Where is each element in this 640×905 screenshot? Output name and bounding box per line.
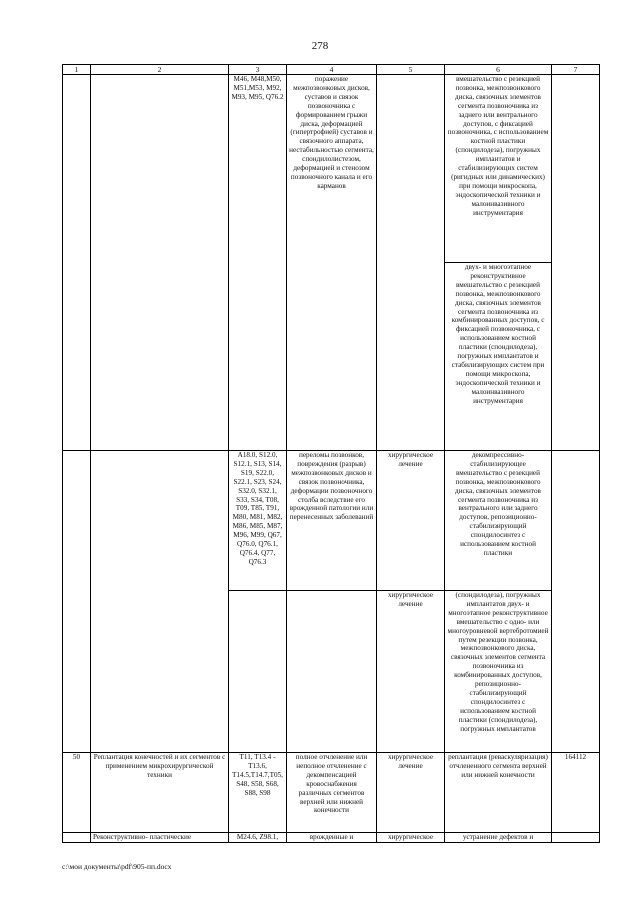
- num-cell: [63, 75, 91, 451]
- name-cell: [91, 451, 229, 753]
- icd-cell: [229, 591, 287, 753]
- header-cell: 1: [63, 65, 91, 75]
- page-number: 278: [311, 40, 329, 52]
- method-cell: устранение дефектов и: [445, 833, 552, 843]
- header-cell: 2: [91, 65, 229, 75]
- header-cell: 5: [377, 65, 445, 75]
- method-cell: вмешательство с резекцией позвонка, межпозвонкового диска, связочных элементов сегмента позвоночника из заднего или вентрального доступов, с фиксацией позвоночника, с использованием костной пластики (спондилодеза), погружных имплантатов и стабилизирующих систем (ригидных или динамических) при помощи микроскопа, эндоскопической техники и малоинвазивного инструментария: [445, 75, 552, 263]
- treatment-cell: хирургическое лечение: [377, 451, 445, 591]
- header-row: [63, 65, 600, 75]
- treatment-cell: [377, 75, 445, 451]
- method-cell: декомпрессивно-стабилизирующее вмешательство с резекцией позвонка, межпозвонкового диска, связочных элементов сегмента позвоночника из вентрального или заднего доступов, репозиционно-стабилизирующий спондилосинтез с использованием костной пластики: [445, 451, 552, 591]
- name-cell: Реплантация конечностей и их сегментов с применением микрохирургической техники: [91, 753, 229, 833]
- cost-cell: 164112: [552, 753, 600, 833]
- model-cell: [287, 591, 377, 753]
- procedures-table: [62, 64, 600, 843]
- model-cell: переломы позвонков, повреждения (разрыв) межпозвонковых дисков и связок позвоночника, деформации позвоночного столба вследствие его врожденной патологии или перенесенных заболеваний: [287, 451, 377, 591]
- icd-cell: M24.6, Z98.1,: [229, 833, 287, 843]
- cost-cell: [552, 451, 600, 753]
- name-cell: Реконструктивно- пластические: [91, 833, 229, 843]
- model-cell: поражение межпозвонковых дисков, суставов и связок позвоночника с формированием грыжи диска, деформацией (гипертрофией) суставов и связочного аппарата, нестабильностью сегмента, спондилолистезом, деформацией и стенозом позвоночного канала и его карманов: [287, 75, 377, 451]
- model-cell: врожденные и: [287, 833, 377, 843]
- icd-cell: M46, M48,M50, M51,M53, M92, M93, M95, Q76.2: [229, 75, 287, 451]
- header-cell: 4: [287, 65, 377, 75]
- table-row: [63, 451, 600, 591]
- header-cell: 6: [445, 65, 552, 75]
- num-cell: [63, 451, 91, 753]
- num-cell: [63, 833, 91, 843]
- model-cell: полное отчленение или неполное отчленение с декомпенсацией кровоснабжения различных сегментов верхней или нижней конечности: [287, 753, 377, 833]
- method-cell: двух- и многоэтапное реконструктивное вмешательство с резекцией позвонка, межпозвонкового диска, связочных элементов сегмента позвоночника из комбинированных доступов, с фиксацией позвоночника, с использованием костной пластики (спондилодеза), погружных имплантатов и стабилизирующих систем при помощи микроскопа, эндоскопической техники и малоинвазивного инструментария: [445, 263, 552, 451]
- icd-cell: A18.0, S12.0, S12.1, S13, S14, S19, S22.0, S22.1, S23, S24, S32.0, S32.1, S33, S34, T08, T09, T85, T91, M80, M81, M82, M86, M85, M87, M96, M99, Q67, Q76.0, Q76.1, Q76.4, Q77, Q76.3: [229, 451, 287, 591]
- num-cell: 50: [63, 753, 91, 833]
- cost-cell: [552, 833, 600, 843]
- treatment-cell: хирургическое: [377, 833, 445, 843]
- treatment-cell: хирургическое лечение: [377, 753, 445, 833]
- table-row: [63, 753, 600, 833]
- table-row: [63, 75, 600, 263]
- file-path-footer: c:\мои документы\pdf\905-пп.docx: [62, 862, 172, 871]
- method-cell: реплантация (реваскуляризация) отчлененного сегмента верхней или нижней конечности: [445, 753, 552, 833]
- icd-cell: T11, T13.4 - T13.6, T14.5,T14.7,T05, S48, S58, S68, S88, S98: [229, 753, 287, 833]
- cost-cell: [552, 75, 600, 451]
- name-cell: [91, 75, 229, 451]
- method-cell: (спондилодеза), погружных имплантатов двух- и многоэтапное реконструктивное вмешательство с одно- или многоуровневой вертебротомией путем резекции позвонка, межпозвонкового диска, связочных элементов сегмента позвоночника из комбинированных доступов, репозиционно-стабилизирующий спондилосинтез с использованием костной пластики (спондилодеза), погружных имплантатов: [445, 591, 552, 753]
- header-cell: 3: [229, 65, 287, 75]
- treatment-cell: хирургическое лечение: [377, 591, 445, 753]
- header-cell: 7: [552, 65, 600, 75]
- table-row: [63, 833, 600, 843]
